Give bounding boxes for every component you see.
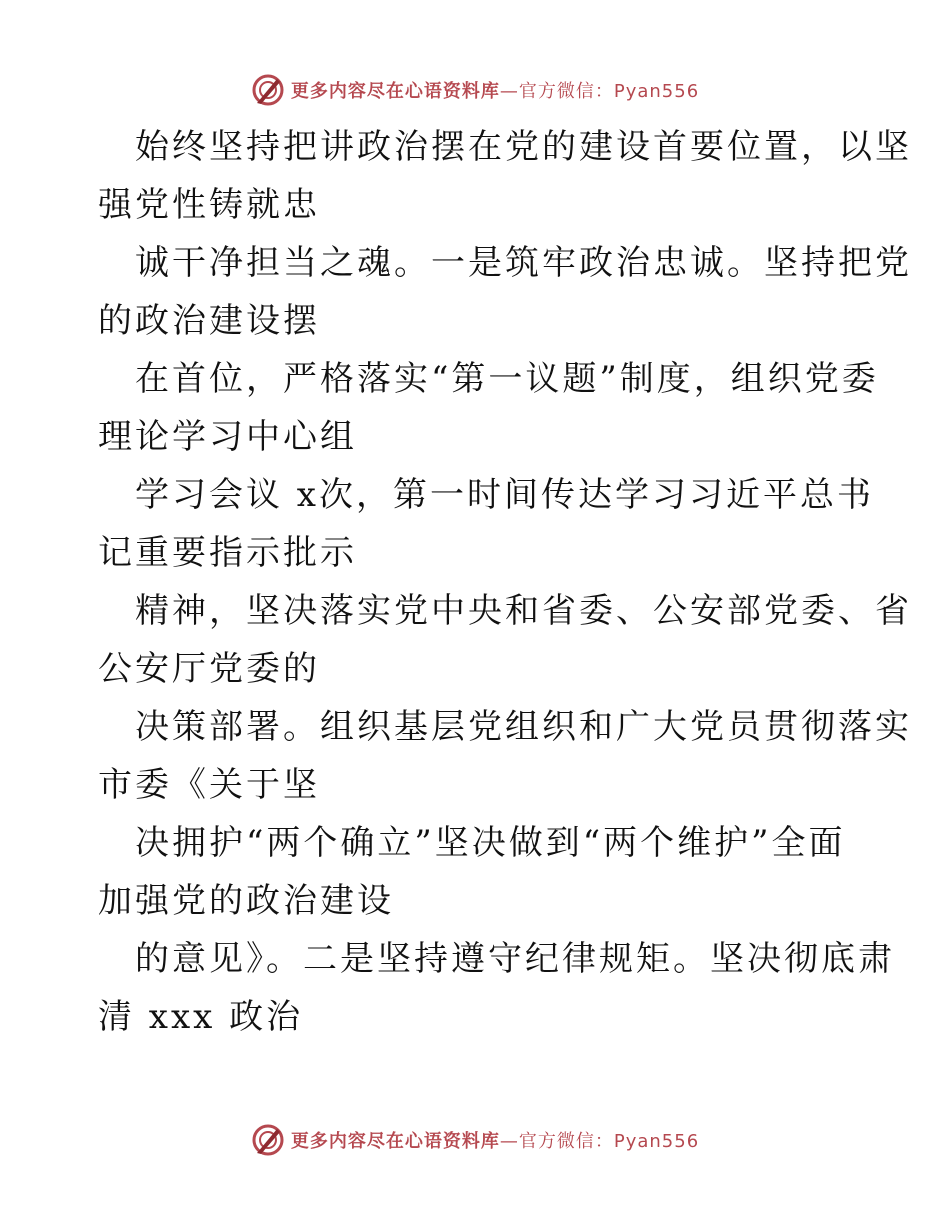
document-body: [98, 118, 912, 1046]
body-line: 的政治建设摆: [98, 301, 320, 341]
body-line: 强党性铸就忠: [98, 185, 320, 225]
body-line: 始终坚持把讲政治摆在党的建设首要位置，以坚: [135, 127, 912, 167]
body-line: 市委《关于坚: [98, 765, 320, 805]
body-line: 决策部署。组织基层党组织和广大党员贯彻落实: [135, 707, 912, 747]
footer-banner: [0, 1120, 950, 1160]
body-line: 的意见》。二是坚持遵守纪律规矩。坚决彻底肃: [135, 939, 895, 979]
body-line: 加强党的政治建设: [98, 881, 394, 921]
body-line: 理论学习中心组: [98, 417, 357, 457]
body-line: 决拥护“两个确立”坚决做到“两个维护”全面: [135, 823, 846, 863]
body-line: 公安厅党委的: [98, 649, 320, 689]
body-line: 清 xxx 政治: [98, 997, 304, 1037]
footer-banner-inner: [251, 1123, 699, 1157]
quill-logo-icon: [251, 1123, 285, 1157]
header-banner-text: [291, 77, 699, 103]
header-banner-contact: —官方微信：Pyan556: [499, 81, 700, 102]
quill-logo-icon: [251, 73, 285, 107]
body-line: 诚干净担当之魂。一是筑牢政治忠诚。坚持把党: [135, 243, 912, 283]
body-line: 在首位，严格落实“第一议题”制度，组织党委: [135, 359, 879, 399]
footer-banner-site: 更多内容尽在心语资料库: [290, 1131, 500, 1152]
header-banner-site: 更多内容尽在心语资料库: [290, 81, 500, 102]
footer-banner-text: [291, 1127, 699, 1153]
footer-banner-contact: —官方微信：Pyan556: [499, 1131, 700, 1152]
header-banner-inner: [251, 73, 699, 107]
body-line: 精神，坚决落实党中央和省委、公安部党委、省: [135, 591, 912, 631]
body-line: 记重要指示批示: [98, 533, 357, 573]
header-banner: [0, 70, 950, 110]
body-line: 学习会议 x次，第一时间传达学习习近平总书: [135, 475, 874, 515]
